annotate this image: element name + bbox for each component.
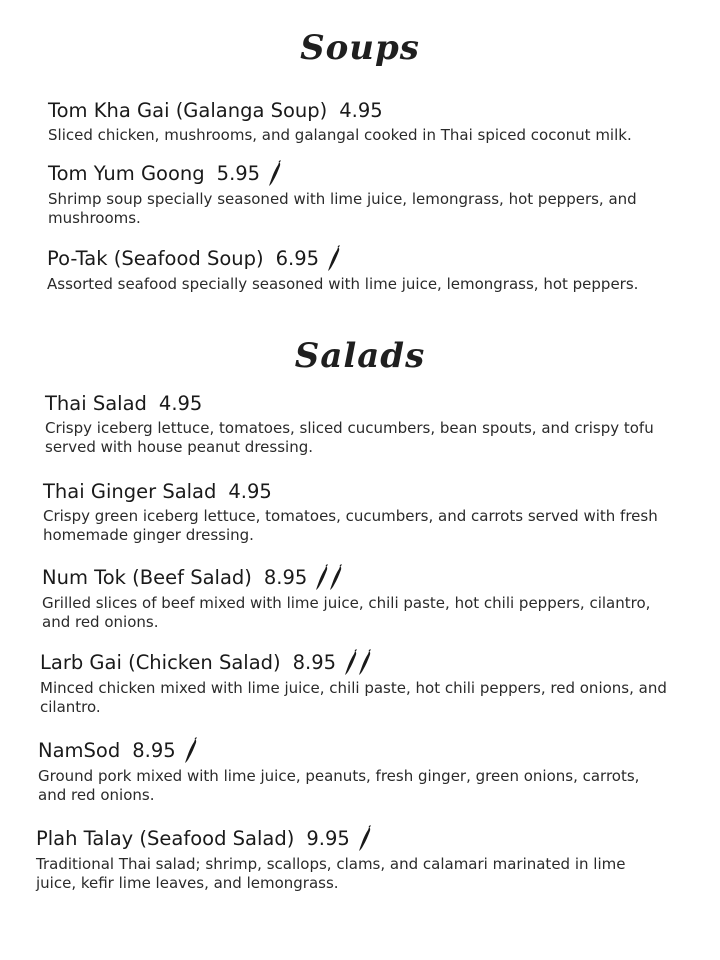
item-name: Plah Talay (Seafood Salad): [36, 827, 295, 850]
spice-level: [327, 245, 341, 273]
section-title-soups: Soups: [300, 28, 420, 68]
item-description: Assorted seafood specially seasoned with lime juice, lemongrass, hot peppers.: [47, 275, 639, 293]
spice-level: [184, 737, 198, 765]
chili-pepper-icon: [358, 825, 372, 853]
item-description: Crispy green iceberg lettuce, tomatoes, cucumbers, and carrots served with fresh homemade ginger dressing.: [43, 507, 658, 544]
item-price: 4.95: [228, 480, 272, 503]
item-price: 4.95: [339, 99, 383, 122]
item-price: 8.95: [132, 739, 176, 762]
item-description: Minced chicken mixed with lime juice, chili paste, hot chili peppers, red onions, and cilantro.: [40, 679, 667, 716]
item-description: Grilled slices of beef mixed with lime juice, chili paste, hot chili peppers, cilantro, and red onions.: [42, 594, 651, 631]
item-name: Tom Kha Gai (Galanga Soup): [48, 99, 328, 122]
chili-pepper-icon: [358, 649, 372, 677]
menu-item: [42, 564, 682, 632]
chili-pepper-icon: [184, 737, 198, 765]
item-price: 5.95: [216, 162, 261, 185]
chili-pepper-icon: [268, 160, 282, 188]
item-description: Shrimp soup specially seasoned with lime juice, lemongrass, hot peppers, and mushrooms.: [48, 190, 637, 227]
item-name: Thai Ginger Salad: [43, 480, 217, 503]
item-price: 8.95: [263, 566, 308, 589]
item-price: 8.95: [292, 651, 337, 674]
item-price: 6.95: [275, 247, 320, 270]
item-name: Po-Tak (Seafood Soup): [47, 247, 264, 270]
chili-pepper-icon: [315, 564, 329, 592]
item-description: Crispy iceberg lettuce, tomatoes, sliced cucumbers, bean spouts, and crispy tofu served with house peanut dressing.: [45, 419, 654, 456]
menu-item: [38, 737, 678, 805]
item-price: 4.95: [158, 392, 203, 415]
item-name: Tom Yum Goong: [48, 162, 205, 185]
chili-pepper-icon: [344, 649, 358, 677]
item-name: Thai Salad: [45, 392, 147, 415]
spice-level: [315, 564, 343, 592]
spice-level: [268, 160, 282, 188]
spice-level: [358, 825, 372, 853]
menu-item: [45, 391, 685, 457]
spice-level: [344, 649, 372, 677]
menu-item: [36, 825, 676, 893]
item-price: 9.95: [306, 827, 350, 850]
item-name: NamSod: [38, 739, 121, 762]
chili-pepper-icon: [327, 245, 341, 273]
item-description: Ground pork mixed with lime juice, peanuts, fresh ginger, green onions, carrots, and red onions.: [38, 767, 640, 804]
section-title-salads: Salads: [294, 336, 426, 376]
item-name: Larb Gai (Chicken Salad): [40, 651, 281, 674]
item-name: Num Tok (Beef Salad): [42, 566, 252, 589]
menu-item: [47, 245, 687, 294]
menu-item: [43, 479, 683, 545]
item-description: Sliced chicken, mushrooms, and galangal cooked in Thai spiced coconut milk.: [48, 126, 632, 144]
item-description: Traditional Thai salad; shrimp, scallops, clams, and calamari marinated in lime juice, kefir lime leaves, and lemongrass.: [36, 855, 626, 892]
menu-item: [48, 98, 688, 145]
menu-item: [40, 649, 680, 717]
menu-item: [48, 160, 688, 228]
chili-pepper-icon: [329, 564, 343, 592]
